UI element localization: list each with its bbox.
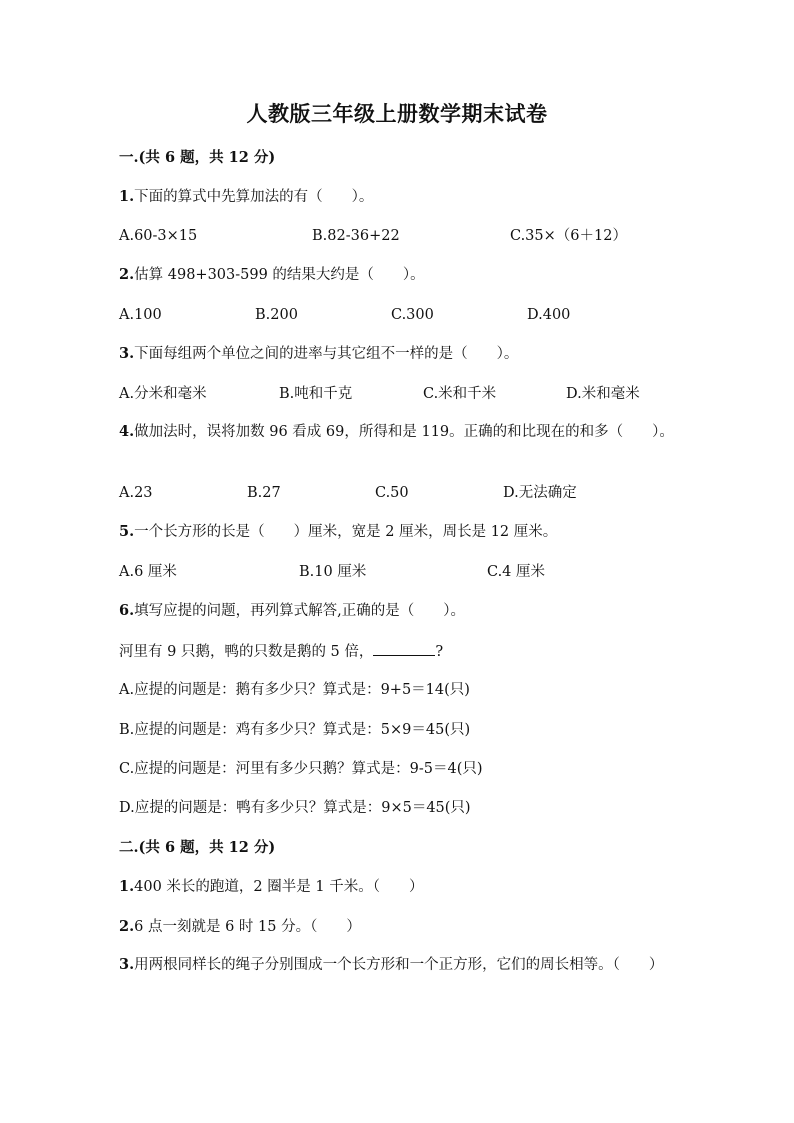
question-6 [119,601,465,621]
tf-question-1 [119,877,423,897]
q4-option-c: C.50 [375,485,409,501]
question-number: 1. [119,188,135,205]
q3-option-a: A.分米和毫米 [119,386,207,402]
question-2 [119,265,425,285]
q5-option-a: A.6 厘米 [119,564,177,580]
tf-question-2 [119,917,361,937]
q6-stem [119,641,443,662]
question-number: 5. [119,523,135,540]
q6-stem-end: ? [435,644,444,660]
question-number: 4. [119,423,135,440]
question-3 [119,344,518,364]
question-4 [119,421,679,443]
q1-option-b: B.82-36+22 [312,228,400,244]
q5-option-b: B.10 厘米 [299,564,367,580]
question-text: 用两根同样长的绳子分别围成一个长方形和一个正方形，它们的周长相等。（ ） [134,957,664,973]
question-number: 6. [119,602,135,619]
question-number: 1. [119,878,135,895]
section2-heading: 二.(共 6 题，共 12 分) [119,839,276,856]
question-text: 做加法时，误将加数 96 看成 69，所得和是 119。正确的和比现在的和多（ ）。 [134,424,674,440]
question-number: 2. [119,266,135,283]
q1-option-a: A.60-3×15 [119,228,198,244]
q6-option-c: C.应提的问题是：河里有多少只鹅？算式是：9-5＝4(只) [119,761,483,777]
exam-title: 人教版三年级上册数学期末试卷 [246,101,548,126]
q1-option-c: C.35×（6＋12） [510,228,627,244]
q3-option-b: B.吨和千克 [279,386,353,402]
q4-option-b: B.27 [247,485,281,501]
q5-option-c: C.4 厘米 [487,564,546,580]
q6-option-a: A.应提的问题是：鹅有多少只？算式是：9+5＝14(只) [119,682,470,698]
question-number: 3. [119,345,135,362]
question-1 [119,187,373,207]
question-text: 一个长方形的长是（ ）厘米，宽是 2 厘米，周长是 12 厘米。 [134,524,558,540]
q6-option-b: B.应提的问题是：鸡有多少只？算式是：5×9＝45(只) [119,722,471,738]
question-number: 3. [119,956,135,973]
tf-question-3 [119,954,679,976]
q6-option-d: D.应提的问题是：鸭有多少只？算式是：9×5＝45(只) [119,800,471,816]
question-text: 6 点一刻就是 6 时 15 分。（ ） [134,919,361,935]
question-text: 下面的算式中先算加法的有（ ）。 [134,189,374,205]
q4-option-d: D.无法确定 [503,485,577,501]
q2-option-d: D.400 [527,307,571,323]
question-text: 填写应提的问题，再列算式解答,正确的是（ ）。 [134,603,465,619]
q2-option-a: A.100 [119,307,162,323]
q2-option-b: B.200 [255,307,298,323]
q2-option-c: C.300 [391,307,434,323]
question-text: 估算 498+303-599 的结果大约是（ ）。 [134,267,425,283]
question-5 [119,522,557,542]
fill-blank [373,641,435,656]
question-text: 下面每组两个单位之间的进率与其它组不一样的是（ ）。 [134,346,519,362]
q6-stem-text: 河里有 9 只鹅，鸭的只数是鹅的 5 倍， [119,644,374,660]
q3-option-d: D.米和毫米 [566,386,640,402]
q4-option-a: A.23 [119,485,153,501]
question-text: 400 米长的跑道，2 圈半是 1 千米。（ ） [134,879,424,895]
section1-heading: 一.(共 6 题，共 12 分) [119,149,276,166]
question-number: 2. [119,918,135,935]
q3-option-c: C.米和千米 [423,386,497,402]
